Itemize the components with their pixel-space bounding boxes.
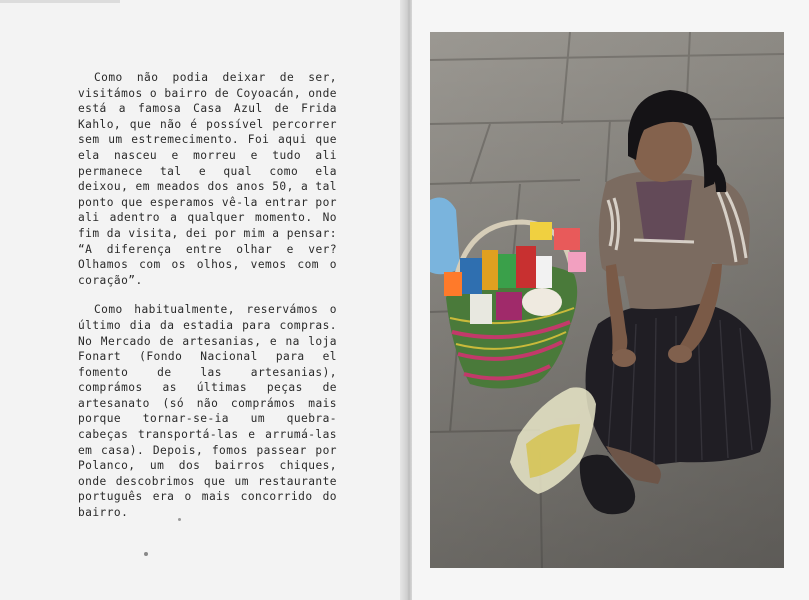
top-edge-mark: [0, 0, 120, 3]
girl-with-candy-basket-photo: [430, 32, 784, 568]
paragraph-2: [78, 302, 337, 520]
page-text: [78, 70, 337, 521]
paragraph-2-text: Como habitualmente, reservámos o último dia da estadia para compras. No Mercado de artesanias, e na loja Fonart (Fondo Nacional para el fomento de las artesanias), comprámos as últimas peças de artesanato (só não comprámos mais porque tornar-se-ia um quebra-cabeças transportá-las e arrumá-las em casa). Depois, fomos passear por Polanco, um dos bairros chiques, onde descobrimos que um restaurante português era o mais concorrido do bairro.: [78, 303, 337, 520]
paper-speck: [178, 518, 181, 521]
paper-speck: [144, 552, 148, 556]
photo-illustration: [430, 32, 784, 568]
paragraph-1: [78, 70, 337, 288]
paragraph-1-text: Como não podia deixar de ser, visitámos o bairro de Coyoacán, onde está a famosa Casa Azul de Frida Kahlo, que não é possível percorrer sem um estremecimento. Foi aqui que ela nasceu e morreu e tudo ali permanece tal e qual como ela deixou, em meados dos anos 50, a tal ponto que esperamos vê-la entrar por ali adentro a qualquer momento. No fim da visita, dei por mim a pensar: “A diferença entre olhar e ver? Olhamos com os olhos, vemos com o coração”.: [78, 71, 337, 287]
